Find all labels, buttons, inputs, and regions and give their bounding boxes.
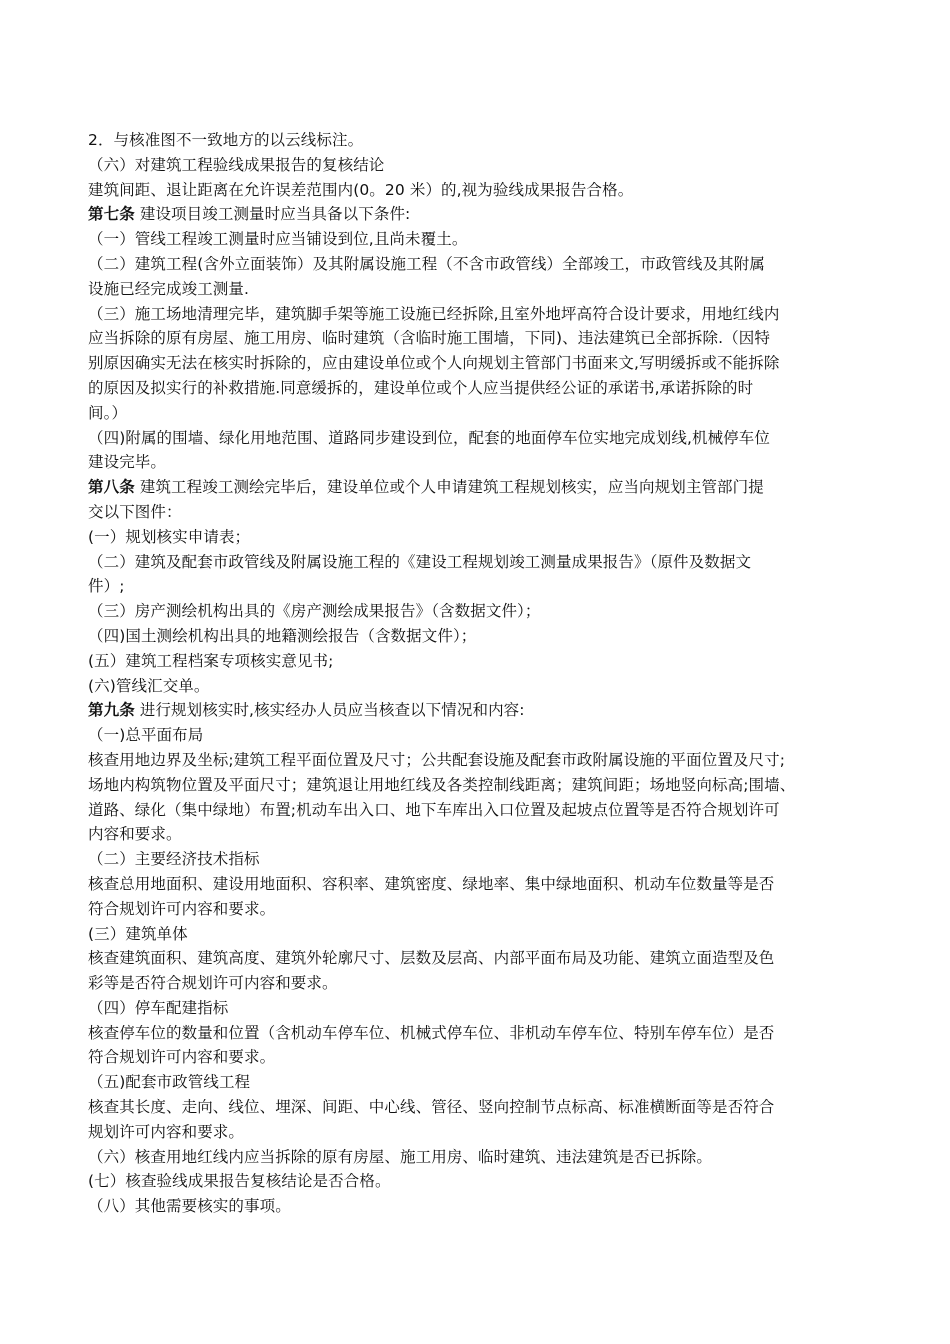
line-text: 建筑工程竣工测绘完毕后，建设单位或个人申请建筑工程规划核实，应当向规划主管部门提 — [134, 478, 764, 497]
text-line — [88, 401, 872, 426]
text-line — [88, 426, 872, 451]
text-line — [88, 723, 872, 748]
text-line — [88, 252, 872, 277]
text-line — [88, 1095, 872, 1120]
text-line — [88, 674, 872, 699]
line-text: 内容和要求。 — [88, 825, 182, 844]
text-line — [88, 550, 872, 575]
text-line — [88, 971, 872, 996]
text-line — [88, 847, 872, 872]
line-text: （四)附属的围墙、绿化用地范围、道路同步建设到位，配套的地面停车位实地完成划线,机械停车位 — [88, 428, 770, 447]
text-line — [88, 897, 872, 922]
article-number: 第八条 — [88, 478, 135, 497]
line-text: 核查总用地面积、建设用地面积、容积率、建筑密度、绿地率、集中绿地面积、机动车位数量等是否 — [88, 874, 775, 893]
article-number: 第九条 — [88, 701, 135, 720]
article-line — [88, 698, 872, 723]
text-line — [88, 872, 872, 897]
text-line — [88, 599, 872, 624]
text-line — [88, 1145, 872, 1170]
text-line — [88, 574, 872, 599]
line-text: 别原因确实无法在核实时拆除的，应由建设单位或个人向规划主管部门书面来文,写明缓拆或不能拆除 — [88, 354, 780, 373]
line-text: （一)总平面布局 — [88, 726, 204, 745]
article-line — [88, 202, 872, 227]
line-text: （六）对建筑工程验线成果报告的复核结论 — [88, 155, 385, 174]
line-text: （八）其他需要核实的事项。 — [88, 1197, 291, 1216]
line-text: 2．与核准图不一致地方的以云线标注。 — [88, 131, 364, 149]
text-line — [88, 302, 872, 327]
line-text: 规划许可内容和要求。 — [88, 1122, 245, 1141]
line-text: (七）核查验线成果报告复核结论是否合格。 — [88, 1172, 391, 1191]
line-text: （三）房产测绘机构出具的《房产测绘成果报告》（含数据文件）； — [88, 602, 541, 621]
text-line — [88, 1045, 872, 1070]
text-line — [88, 351, 872, 376]
text-line — [88, 624, 872, 649]
text-line — [88, 525, 872, 550]
text-line — [88, 1194, 872, 1219]
text-line — [88, 500, 872, 525]
text-line — [88, 822, 872, 847]
line-text: （二）主要经济技术指标 — [88, 850, 260, 869]
text-line — [88, 450, 872, 475]
line-text: 场地内构筑物位置及平面尺寸；建筑退让用地红线及各类控制线距离；建筑间距；场地竖向标高;围墙、 — [88, 775, 796, 794]
line-text: 设施已经完成竣工测量. — [88, 279, 250, 298]
line-text: 的原因及拟实行的补救措施.同意缓拆的，建设单位或个人应当提供经公证的承诺书,承诺拆除的时 — [88, 378, 754, 397]
line-text: 核查建筑面积、建筑高度、建筑外轮廓尺寸、层数及层高、内部平面布局及功能、建筑立面造型及色 — [88, 949, 775, 968]
line-text: 核查其长度、走向、线位、埋深、间距、中心线、管径、竖向控制节点标高、标准横断面等是否符合 — [88, 1098, 775, 1117]
article-line — [88, 475, 872, 500]
line-text: （四)国土测绘机构出具的地籍测绘报告（含数据文件）； — [88, 626, 477, 645]
line-text: （二）建筑工程(含外立面装饰）及其附属设施工程（不含市政管线）全部竣工，市政管线及其附属 — [88, 254, 765, 273]
text-line — [88, 1120, 872, 1145]
text-line — [88, 1021, 872, 1046]
text-line — [88, 946, 872, 971]
line-text: 交以下图件： — [88, 502, 182, 521]
line-text: 应当拆除的原有房屋、施工用房、临时建筑（含临时施工围墙，下同)、违法建筑已全部拆除.（因特 — [88, 329, 770, 348]
text-line — [88, 277, 872, 302]
text-line — [88, 649, 872, 674]
text-line — [88, 227, 872, 252]
text-line — [88, 996, 872, 1021]
document-body — [88, 128, 872, 1219]
line-text: 符合规划许可内容和要求。 — [88, 1048, 276, 1067]
article-number: 第七条 — [88, 205, 135, 224]
text-line — [88, 748, 872, 773]
text-line — [88, 1169, 872, 1194]
line-text: 建设完毕。 — [88, 453, 167, 472]
line-text: （四）停车配建指标 — [88, 998, 229, 1017]
text-line — [88, 376, 872, 401]
line-text: 核查用地边界及坐标;建筑工程平面位置及尺寸；公共配套设施及配套市政附属设施的平面位置及尺寸; — [88, 750, 786, 769]
text-line — [88, 178, 872, 203]
line-text: （五)配套市政管线工程 — [88, 1073, 251, 1092]
text-line — [88, 1070, 872, 1095]
text-line — [88, 798, 872, 823]
line-text: (一）规划核实申请表； — [88, 527, 251, 546]
line-text: (六)管线汇交单。 — [88, 676, 210, 695]
line-text: 间。） — [88, 403, 128, 422]
line-text: （六）核查用地红线内应当拆除的原有房屋、施工用房、临时建筑、违法建筑是否已拆除。 — [88, 1147, 713, 1166]
text-line — [88, 773, 872, 798]
line-text: （二）建筑及配套市政管线及附属设施工程的《建设工程规划竣工测量成果报告》（原件及数据文 — [88, 552, 752, 571]
line-text: 进行规划核实时,核实经办人员应当核查以下情况和内容: — [134, 701, 525, 720]
text-line — [88, 922, 872, 947]
line-text: 符合规划许可内容和要求。 — [88, 899, 276, 918]
line-text: 建设项目竣工测量时应当具备以下条件: — [134, 205, 411, 224]
line-text: （三）施工场地清理完毕，建筑脚手架等施工设施已经拆除,且室外地坪高符合设计要求，用地红线内 — [88, 304, 780, 323]
line-text: 建筑间距、退让距离在允许误差范围内(0。20 米）的,视为验线成果报告合格。 — [88, 180, 634, 199]
line-text: (三）建筑单体 — [88, 924, 188, 943]
text-line — [88, 128, 872, 153]
text-line — [88, 153, 872, 178]
line-text: 彩等是否符合规划许可内容和要求。 — [88, 974, 338, 993]
line-text: 件）; — [88, 577, 125, 596]
text-line — [88, 326, 872, 351]
line-text: （一）管线工程竣工测量时应当铺设到位,且尚未覆土。 — [88, 230, 468, 249]
line-text: 道路、绿化（集中绿地）布置;机动车出入口、地下车库出入口位置及起坡点位置等是否符合规划许可 — [88, 800, 780, 819]
line-text: 核查停车位的数量和位置（含机动车停车位、机械式停车位、非机动车停车位、特别车停车位）是否 — [88, 1023, 775, 1042]
line-text: (五）建筑工程档案专项核实意见书; — [88, 651, 334, 670]
